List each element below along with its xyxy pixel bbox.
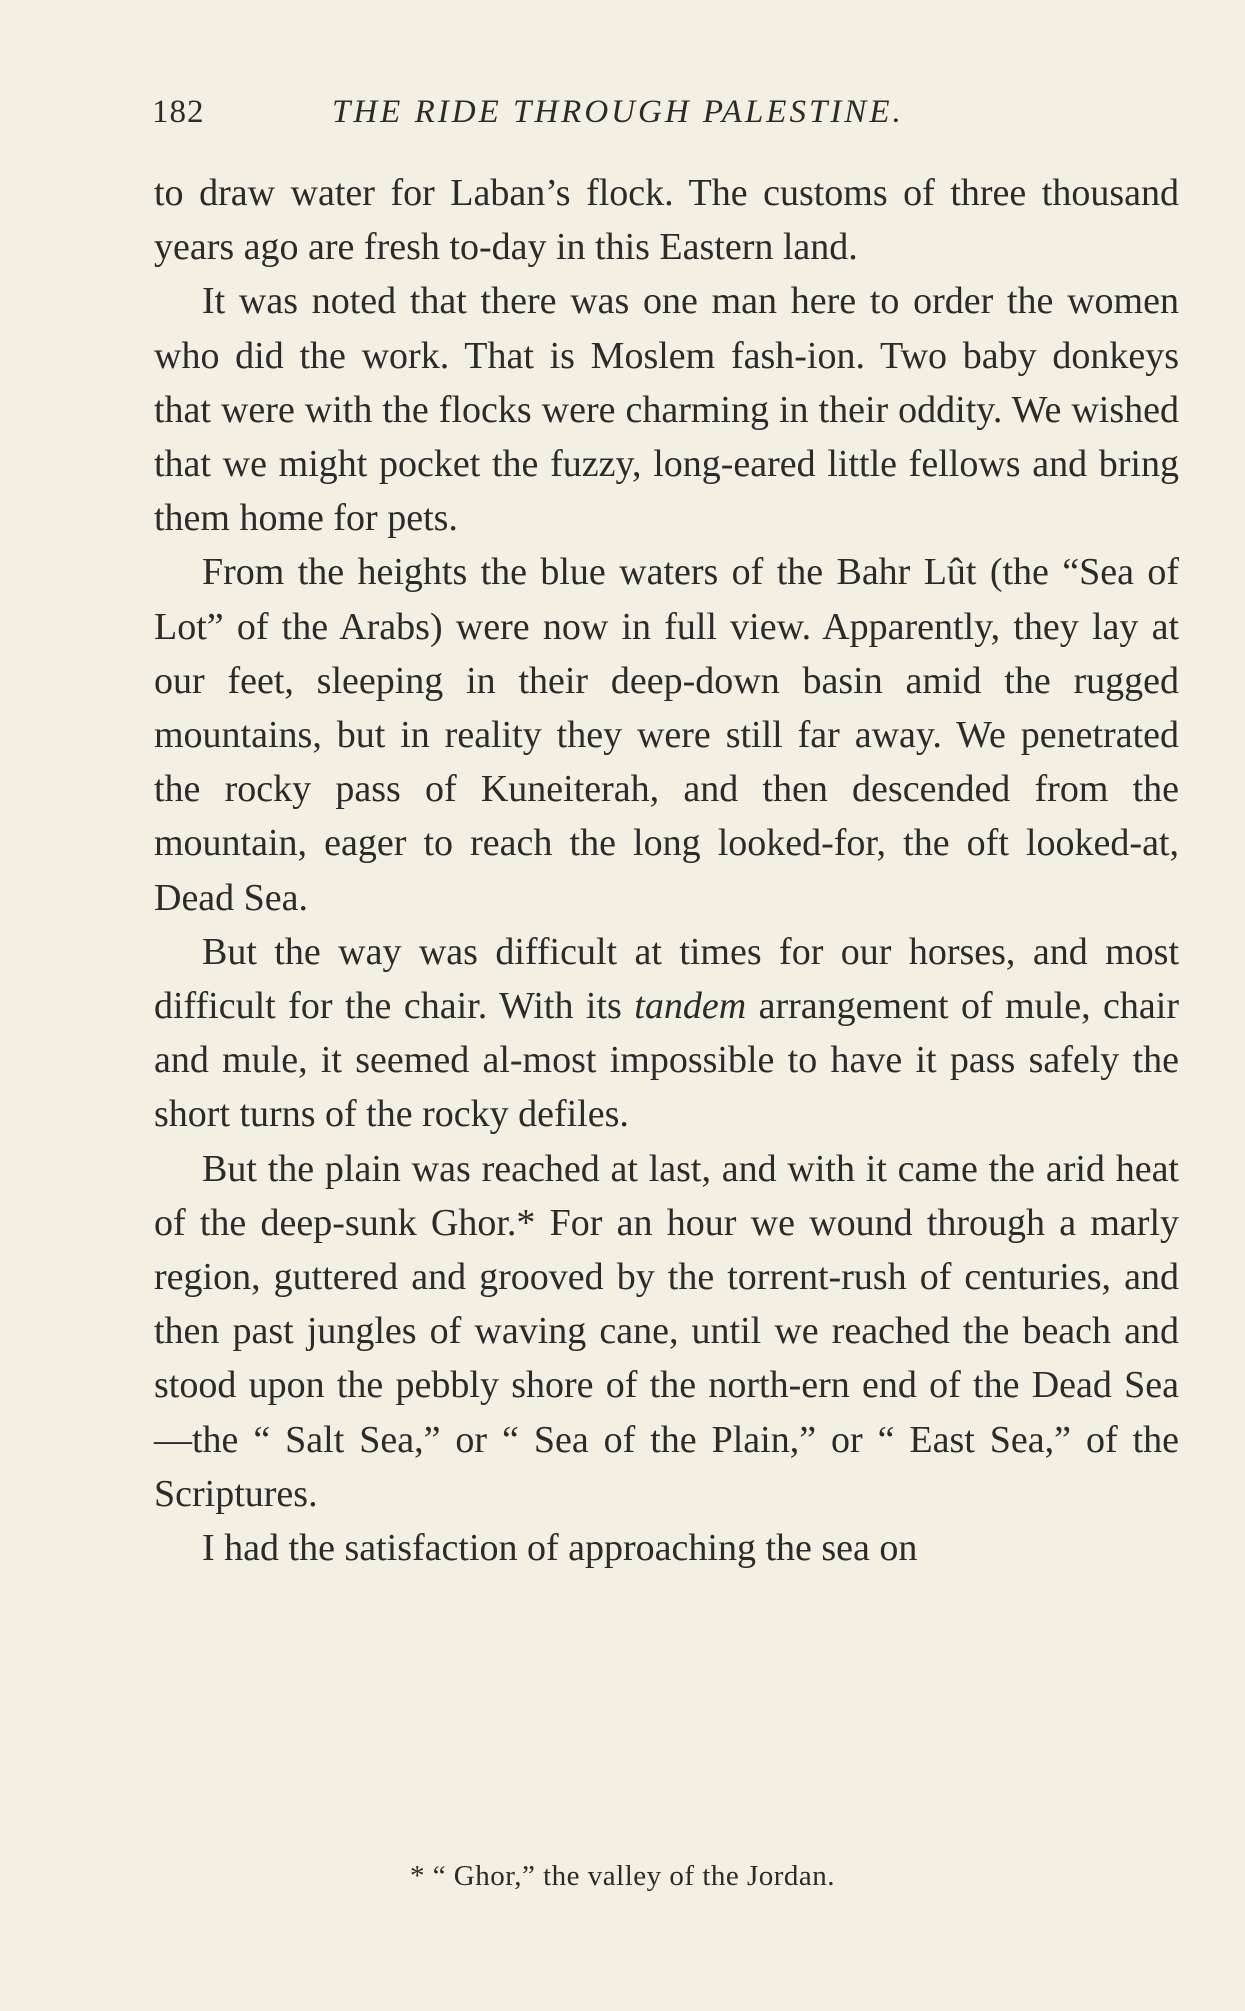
page-number: 182 <box>152 94 205 130</box>
paragraph-1-text: to draw water for Laban’s flock. The customs of three thousand years ago are fresh to-day in this Eastern land. <box>154 172 1179 269</box>
paragraph-1 <box>154 166 1179 274</box>
paragraph-4 <box>154 925 1179 1142</box>
paragraph-6-text: I had the satisfaction of approaching the sea on <box>202 1527 918 1570</box>
paragraph-4-text-end: arrangement of mule, chair and mule, it seemed al-most impossible to have it pass safely the short turns of the rocky defiles. <box>154 985 1179 1136</box>
paragraph-3-text: From the heights the blue waters of the Bahr Lût (the “Sea of Lot” of the Arabs) were now in full view. Apparently, they lay at our feet, sleeping in their deep-down basin amid the rugged mountains, but in reality they were still far away. We penetrated the rocky pass of Kuneiterah, and then descended from the mountain, eager to reach the long looked-for, the oft looked-at, Dead Sea. <box>154 551 1179 919</box>
paragraph-2-text: It was noted that there was one man here to order the women who did the work. That is Moslem fash-ion. Two baby donkeys that were with the flocks were charming in their oddity. We wished that we might pocket the fuzzy, long-eared little fellows and bring them home for pets. <box>154 280 1179 540</box>
running-title: THE RIDE THROUGH PALESTINE. <box>332 94 904 130</box>
footnote: * “ Ghor,” the valley of the Jordan. <box>409 1860 836 1892</box>
paragraph-5 <box>154 1142 1179 1521</box>
page-header <box>152 94 1112 140</box>
italic-word-tandem: tandem <box>634 985 747 1028</box>
paragraph-3 <box>154 545 1179 924</box>
paragraph-2 <box>154 274 1179 545</box>
body-text <box>154 166 1179 1575</box>
paragraph-4-text-start: But the way was difficult at times for our horses, and most difficult for the chair. With its <box>154 930 1179 1028</box>
paragraph-6 <box>154 1521 1179 1575</box>
paragraph-5-text: But the plain was reached at last, and with it came the arid heat of the deep-sunk Ghor.* For an hour we wound through a marly region, guttered and grooved by the torrent-rush of centuries, and then past jungles of waving cane, until we reached the beach and stood upon the pebbly shore of the north-ern end of the Dead Sea—the “ Salt Sea,” or “ Sea of the Plain,” or “ East Sea,” of the Scriptures. <box>154 1147 1179 1515</box>
